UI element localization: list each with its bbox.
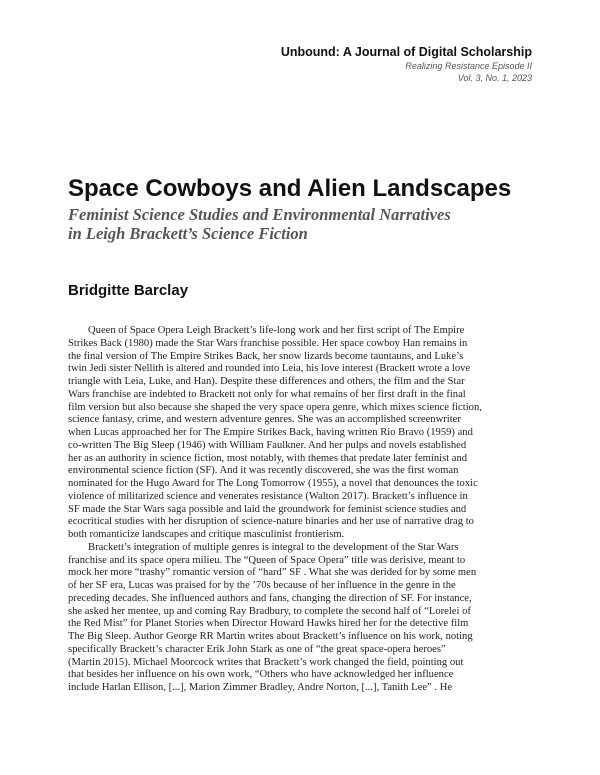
journal-series: Realizing Resistance Episode II (405, 61, 532, 71)
body-line: both romanticize landscapes and critique masculinist frontierism. (68, 529, 345, 540)
article-subtitle-line-1: Feminist Science Studies and Environmental Narratives (68, 205, 451, 224)
body-line: her as an authority in science fiction, most notably, with themes that predate later feminist and (68, 452, 468, 464)
body-line: triangle with Leia, Luke, and Han). Despite these differences and others, the film and the Star (68, 376, 465, 387)
body-line: (Martin 2015). Michael Moorcock writes that Brackett’s work changed the field, pointing out (68, 656, 464, 668)
article-body (68, 325, 534, 695)
journal-header (281, 44, 532, 84)
body-line: The Big Sleep. Author George RR Martin writes about Brackett’s influence on his work, noting (68, 631, 473, 642)
article-title: Space Cowboys and Alien Landscapes (68, 175, 512, 202)
body-line: preceding decades. She influenced authors and fans, changing the direction of SF. For instance, (68, 592, 472, 604)
body-line: that besides her influence on his own work, “Others who have acknowledged her influence (68, 669, 454, 681)
body-line: Queen of Space Opera Leigh Brackett’s life-long work and her first script of The Empire (88, 325, 465, 336)
body-line: specifically Brackett’s character Erik John Stark as one of “the great space-opera heroes” (68, 643, 446, 655)
body-line: twin Jedi sister Nellith is altered and rounded into Leia, his love interest (Brackett wrote a love (68, 363, 471, 375)
body-line: Strikes Back (1980) made the Star Wars franchise possible. Her space cowboy Han remains in (68, 337, 468, 349)
body-line: environmental science fiction (SF). And it was recently discovered, she was the first woman (68, 465, 459, 477)
body-line: include Harlan Ellison, [...], Marion Zimmer Bradley, Andre Norton, [...], Tanith Lee” . He (68, 682, 453, 693)
body-line: co-written The Big Sleep (1946) with William Faulkner. And her pulps and novels established (68, 439, 467, 451)
body-line: the final version of The Empire Strikes Back, her snow lizards become tauntauns, and Luke’s (68, 350, 464, 362)
body-line: Wars franchise are indebted to Brackett not only for what remains of her first draft in the final (68, 388, 466, 400)
body-line: Brackett’s integration of multiple genres is integral to the development of the Star Wars (88, 541, 459, 553)
article-subtitle (68, 205, 548, 243)
author-name: Bridgitte Barclay (68, 282, 189, 299)
body-line: the Red Mist” for Planet Stories when Director Howard Hawks hired her for the detective film (68, 618, 469, 630)
journal-volume: Vol. 3, No. 1, 2023 (457, 73, 532, 83)
body-paragraph (68, 542, 534, 695)
body-line: mock her more “trashy” romantic version of “hard” SF . What she was derided for by some men (68, 567, 477, 579)
body-line: science fantasy, crime, and western adventure genres. She was an accomplished screenwriter (68, 414, 461, 426)
body-line: franchise and its space opera milieu. The “Queen of Space Opera” title was derisive, meant to (68, 554, 466, 566)
body-line: ecocritical studies with her disruption of science-nature binaries and her use of narrative drag to (68, 516, 474, 528)
body-line: violence of militarized science and venerates resistance (Walton 2017). Brackett’s influence in (68, 490, 468, 502)
body-line: SF made the Star Wars saga possible and laid the groundwork for feminist science studies and (68, 503, 467, 515)
body-line: nominated for the Hugo Award for The Long Tomorrow (1955), a novel that denounces the toxic (68, 478, 478, 489)
body-line: of her SF era, Lucas was praised for by the ’70s because of her influence in the genre in the (68, 580, 456, 591)
journal-title: Unbound: A Journal of Digital Scholarship (280, 45, 532, 59)
article-subtitle-line-2: in Leigh Brackett’s Science Fiction (68, 224, 308, 243)
body-line: when Lucas approached her for The Empire Strikes Back, having written Rio Bravo (1959) and (68, 427, 473, 438)
body-line: she asked her mentee, up and coming Ray Bradbury, to complete the second half of “Lorelei of (68, 605, 471, 617)
body-line: film version but also because she shaped the very space opera genre, which mixes science fiction, (68, 401, 482, 413)
body-paragraph (68, 325, 534, 542)
